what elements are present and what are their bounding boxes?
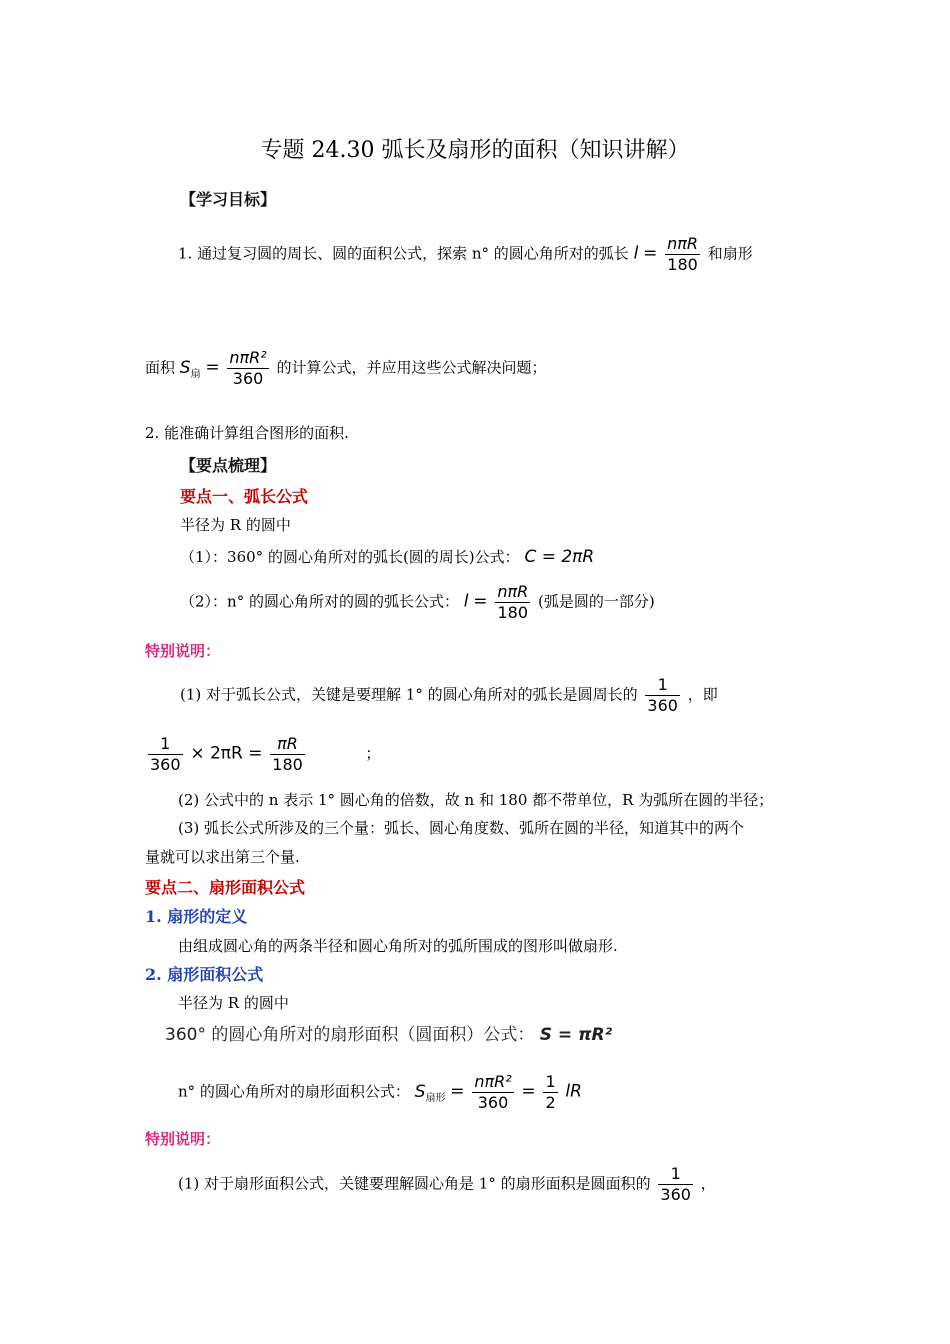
point-2-subtitle-1: 1. 扇形的定义 [145,907,248,926]
point-2-line-2-text: 360° 的圆心角所对的扇形面积（圆面积）公式： [165,1025,535,1045]
circle-area-formula: S = πR² [539,1025,613,1045]
equals-sign: = [643,243,658,264]
equals-sign: = [521,1081,536,1102]
fraction-numerator: 1 [645,677,680,696]
page-title: 专题 24.30 弧长及扇形的面积（知识讲解） [260,138,690,163]
goal-1-line [178,236,753,273]
sector-definition: 由组成圆心角的两条半径和圆心角所对的弧所围成的图形叫做扇形. [178,937,618,955]
point-1-line-2 [180,549,594,566]
lr-term: lR [565,1081,582,1102]
point-1-title: 要点一、弧长公式 [180,487,309,506]
fraction-numerator: πR [270,736,305,755]
fraction-denominator: 360 [647,696,678,715]
note-1-text: (1) 对于弧长公式，关键是要理解 1° 的圆心角所对的弧长是圆周长的 [180,685,638,704]
section-key-points: 【要点梳理】 [180,456,277,475]
pir-over-180-fraction [270,736,305,773]
arc-length-symbol: l [633,243,639,264]
note-3-line-2: 量就可以求出第三个量. [145,848,300,866]
goal-2: 2. 能准确计算组合图形的面积. [145,424,349,442]
note-4-line [178,1166,716,1203]
fraction-denominator: 360 [150,755,181,774]
fraction-numerator: nπR [667,234,698,253]
equals-sign: = [473,591,488,612]
section-learning-goals: 【学习目标】 [180,190,277,209]
fraction-denominator: 360 [232,369,264,388]
one-half-fraction [543,1074,557,1111]
note-1-formula-line [145,736,380,773]
times-2pir: × 2πR = [190,743,263,764]
fraction-numerator: nπR² [229,348,267,367]
arc-length-symbol: l [463,591,469,612]
point-2-line-2 [165,1027,612,1044]
fraction-numerator: 1 [148,736,183,755]
fraction-denominator: 360 [477,1093,509,1112]
point-1-line-3-tail: (弧是圆的一部分) [537,592,655,611]
fraction-numerator: nπR² [474,1072,512,1091]
goal-1-text: 1. 通过复习圆的周长、圆的面积公式，探索 n° 的圆心角所对的弧长 [178,244,629,263]
sector-area-fraction [227,350,268,387]
sector-area-fraction [472,1074,513,1111]
point-2-title: 要点二、扇形面积公式 [145,878,306,897]
equals-sign: = [450,1081,465,1102]
point-1-line-1: 半径为 R 的圆中 [180,516,291,534]
circumference-formula: C = 2πR [524,547,595,567]
point-1-line-3 [180,584,655,621]
note-4-tail: ， [700,1174,716,1193]
one-over-360-fraction [658,1166,693,1203]
sector-area-symbol: $S_{扇形}$ [414,1081,446,1104]
note-1-semicolon: ； [365,744,381,763]
goal-1-area-label: 面积 [145,358,176,377]
fraction-denominator: 360 [660,1185,691,1204]
goal-1-text-tail: 和扇形 [707,244,753,263]
point-2-subtitle-2: 2. 扇形面积公式 [145,965,264,984]
point-1-line-2-text: （1）：360° 的圆心角所对的弧长(圆的周长)公式： [180,548,520,566]
point-1-line-3-text: （2）：n° 的圆心角所对的圆的弧长公式： [180,592,459,611]
special-note-label-1: 特别说明： [145,642,221,660]
arc-length-fraction [665,236,700,273]
one-over-360-fraction [148,736,183,773]
note-1-line [180,677,718,714]
point-2-line-1: 半径为 R 的圆中 [178,994,289,1012]
arc-length-fraction [495,584,530,621]
equals-sign: = [205,357,220,378]
goal-1-text-end: 的计算公式，并应用这些公式解决问题； [276,358,547,377]
fraction-numerator: 1 [545,1072,556,1091]
point-2-line-3-text: n° 的圆心角所对的扇形面积公式： [178,1082,410,1101]
point-2-line-3 [178,1074,582,1111]
fraction-denominator: 180 [272,755,303,774]
special-note-label-2: 特别说明： [145,1130,221,1148]
one-over-360-fraction [645,677,680,714]
fraction-denominator: 180 [667,255,698,274]
note-2: (2) 公式中的 n 表示 1° 圆心角的倍数，故 n 和 180 都不带单位，R 为弧所在圆的半径； [178,791,774,809]
goal-1-continued [145,350,547,387]
note-4-text: (1) 对于扇形面积公式，关键要理解圆心角是 1° 的扇形面积是圆面积的 [178,1174,651,1193]
note-1-text-tail: ，即 [687,685,718,704]
fraction-numerator: 1 [658,1166,693,1185]
fraction-numerator: nπR [497,582,529,601]
sector-area-symbol: $S_扇$ [179,357,201,380]
fraction-denominator: 2 [545,1093,556,1112]
fraction-denominator: 180 [497,603,529,622]
note-3-line-1: (3) 弧长公式所涉及的三个量：弧长、圆心角度数、弧所在圆的半径，知道其中的两个 [178,819,745,837]
